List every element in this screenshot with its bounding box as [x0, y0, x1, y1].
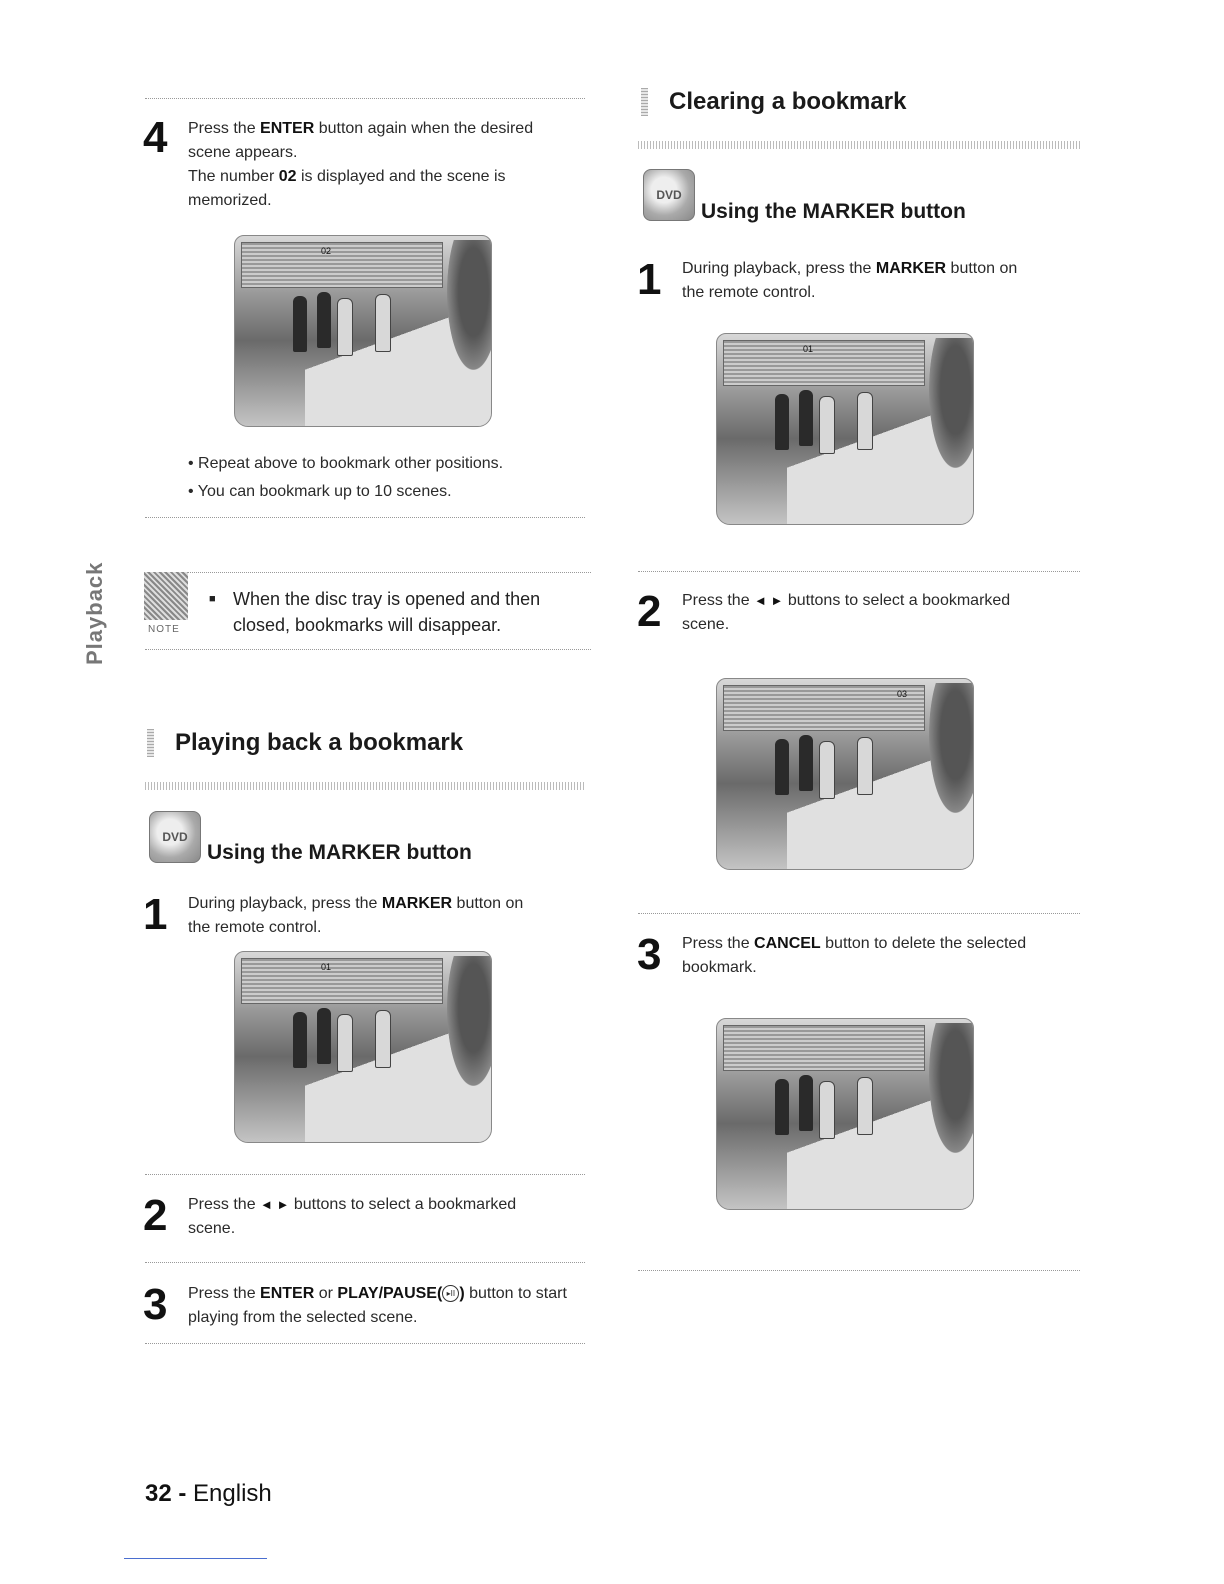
footer-separator: -: [178, 1480, 187, 1507]
screen-image: [716, 678, 974, 870]
list-item: • Repeat above to bookmark other positions.: [188, 455, 504, 472]
list-item: • You can bookmark up to 10 scenes.: [188, 483, 452, 500]
divider: [145, 98, 585, 99]
bookmark-number: 03: [897, 689, 908, 699]
subsection-title: Using the MARKER button: [701, 200, 966, 223]
step-1-text: During playback, press the MARKER button on the remote control.: [188, 895, 524, 936]
screen-image: [716, 1018, 974, 1210]
section-bar: [641, 88, 648, 116]
dvd-disc-icon: DVD: [149, 811, 201, 863]
section-title: Playing back a bookmark: [175, 729, 464, 756]
arrow-buttons: ◄ ►: [754, 593, 784, 608]
screen-image: [234, 951, 492, 1143]
divider: [145, 1343, 585, 1344]
step-1-text: During playback, press the MARKER button on the remote control.: [682, 260, 1018, 301]
footer-language: English: [193, 1480, 272, 1507]
step-number: 3: [637, 930, 662, 979]
note-icon: [144, 572, 188, 620]
note-bullet: ■: [209, 593, 216, 605]
divider: [638, 1270, 1080, 1271]
section-title: Clearing a bookmark: [669, 88, 907, 115]
screen-image: [234, 235, 492, 427]
divider: [145, 572, 591, 573]
bookmark-number: 02: [321, 246, 332, 256]
note-text: When the disc tray is opened and then closed, bookmarks will disappear.: [233, 589, 541, 635]
divider: [145, 649, 591, 650]
screen-image: [716, 333, 974, 525]
play-pause-icon: ▸II: [442, 1285, 459, 1302]
section-rule: [638, 141, 1080, 149]
page-number: 32: [145, 1480, 172, 1507]
footer-rule: [124, 1558, 267, 1559]
dvd-disc-icon: DVD: [643, 169, 695, 221]
bookmark-number: 01: [803, 344, 814, 354]
divider: [638, 571, 1080, 572]
step-4-text: Press the ENTER button again when the desired scene appears. The number 02 is displayed and the scene is memorized.: [188, 120, 534, 209]
divider: [145, 1262, 585, 1263]
divider: [638, 913, 1080, 914]
note-label: NOTE: [148, 624, 180, 635]
subsection-title: Using the MARKER button: [207, 841, 472, 864]
divider: [145, 517, 585, 518]
step-number: 2: [637, 587, 662, 636]
step-number: 2: [143, 1191, 168, 1240]
bullet-list: [188, 450, 503, 506]
page-footer: [145, 1480, 272, 1508]
step-3-text: Press the CANCEL button to delete the selected bookmark.: [682, 935, 1027, 976]
step-number: 4: [143, 113, 168, 162]
step-number: 3: [143, 1280, 168, 1329]
side-tab-playback: Playback: [82, 561, 107, 665]
step-3-text: Press the ENTER or PLAY/PAUSE( ▸II ) button to start playing from the selected scene.: [188, 1285, 567, 1326]
divider: [145, 1174, 585, 1175]
step-2-text: Press the ◄ ► buttons to select a bookmarked scene.: [188, 1196, 517, 1237]
bookmark-number: 01: [321, 962, 332, 972]
step-number: 1: [143, 890, 168, 939]
section-bar: [147, 729, 154, 757]
step-2-text: Press the ◄ ► buttons to select a bookmarked scene.: [682, 592, 1011, 633]
arrow-buttons: ◄ ►: [260, 1197, 290, 1212]
section-rule: [145, 782, 585, 790]
step-number: 1: [637, 255, 662, 304]
